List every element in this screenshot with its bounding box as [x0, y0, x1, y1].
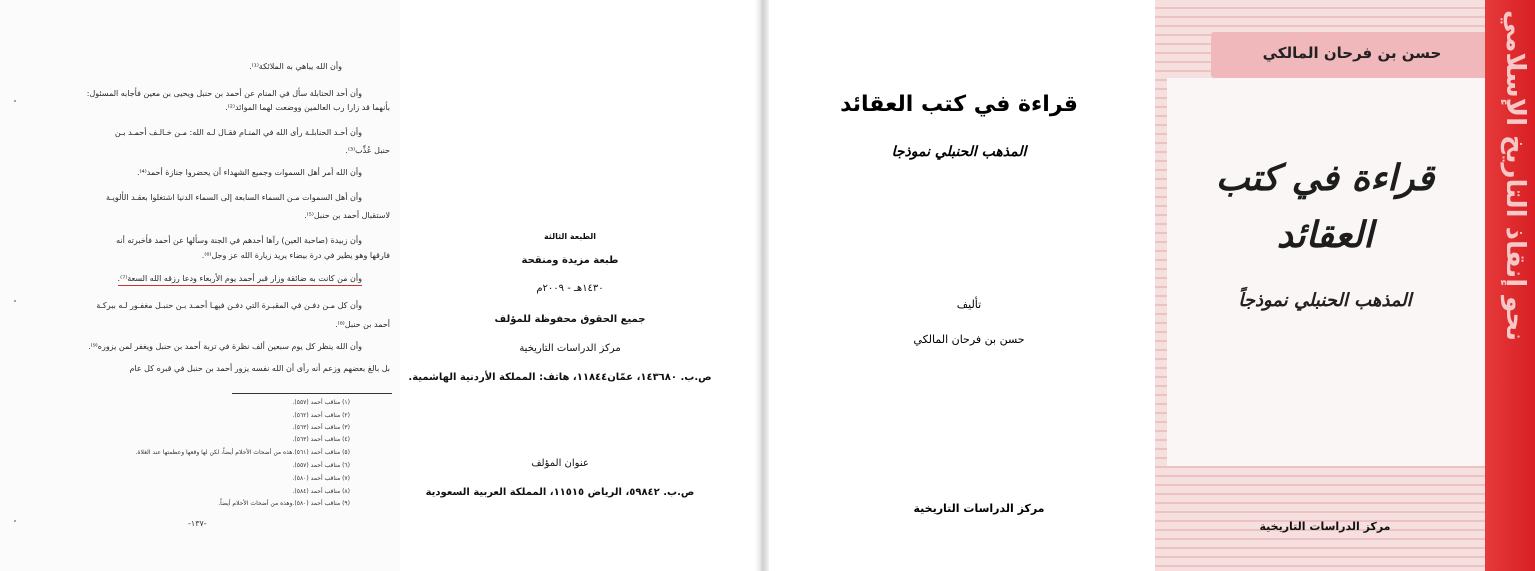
- author-name: حسن بن فرحان المالكي: [913, 333, 1025, 346]
- footnote: (١) مناقب أحمد (٥٥٧).: [292, 399, 350, 406]
- text-line: أحمد بن حنبل⁽⁸⁾.: [335, 320, 390, 329]
- imprint-page: [400, 0, 760, 571]
- author-address: ص.ب. ٥٩٨٤٢، الرياض ١١٥١٥، المملكة العربية السعودية: [425, 487, 695, 498]
- book-cover: [1155, 0, 1535, 571]
- text-page: [0, 0, 400, 571]
- cover-panel: [1167, 78, 1485, 466]
- cover-title-line-2: العقائد: [1276, 215, 1374, 256]
- edition-label: الطبعة الثالثة: [543, 232, 597, 241]
- scan-mark: [14, 520, 16, 522]
- footnote: (٣) مناقب أحمد (٥٦٣).: [292, 424, 350, 431]
- footnote: (٢) مناقب أحمد (٥٦٢).: [292, 412, 350, 419]
- cover-title-line-1: قراءة في كتب: [1215, 158, 1435, 199]
- cover-publisher: مركز الدراسات التاريخية: [1259, 520, 1391, 533]
- footnote: (٧) مناقب أحمد (٥٨٠).: [292, 475, 350, 482]
- footnote: (٩) مناقب أحمد (٥٨٠).وهذه من أضحاث الأحلام أيضاً.: [218, 500, 350, 507]
- text-line: وأن الله ينظر كل يوم سبعين ألف نظرة في تربة أحمد بن حنبل ويغفر لمن يزوره⁽⁹⁾.: [88, 342, 362, 351]
- text-line: بأنهما قد زارا رب العالمين ووضعت لهما الموائد⁽²⁾.: [225, 103, 390, 112]
- publisher-address: ص.ب. ١٤٣٦٨٠، عمّان١١٨٤٤، هاتف: المملكة الأردنية الهاشمية.: [408, 372, 712, 383]
- scan-mark: [14, 300, 16, 302]
- series-title: نحو إنقاذ التاريخ الإسلامي: [1500, 10, 1530, 341]
- footnote: (٥) مناقب أحمد (٥٦١).هذه من أضحاث الأحلام أيضاً، لكن لها وقعها وعظمتها عند الغلاة.: [135, 449, 350, 456]
- book-subtitle: المذهب الحنبلي نموذجا: [891, 144, 1027, 160]
- footnote: (٨) مناقب أحمد (٥٨٤).: [292, 488, 350, 495]
- title-page: [769, 0, 1155, 571]
- book-title: قراءة في كتب العقائد: [840, 92, 1078, 117]
- text-line: وأن أهل السموات مـن السماء السابعة إلى السماء الدنيا اشتغلوا بعقـد الألويـة: [106, 193, 362, 202]
- scan-mark: [14, 100, 16, 102]
- edition-note: طبعة مزيدة ومنقحة: [521, 255, 619, 266]
- cover-author: حسن بن فرحان المالكي: [1262, 44, 1442, 62]
- text-line: وأن الله يباهي به الملائكة⁽¹⁾.: [249, 62, 342, 71]
- footnote-divider: [232, 393, 392, 394]
- text-line: فارقها وهو يطير في درة بيضاء يريد زيارة الله عز وجل⁽⁶⁾.: [201, 251, 390, 260]
- publisher-name: مركز الدراسات التاريخية: [913, 502, 1045, 515]
- rights-notice: جميع الحقوق محفوظة للمؤلف: [494, 314, 646, 325]
- text-line: وأن أحد الحنابلة سأل في المنام عن أحمد بن حنبل ويحيى بن معين فأجابه المسئول:: [86, 89, 362, 98]
- highlighted-text-line: وأن من كانت به ضائقة وزار قبر أحمد يوم الأربعاء ودعا رزقه الله السعة⁽⁷⁾.: [118, 274, 362, 286]
- author-address-label: عنوان المؤلف: [531, 458, 589, 469]
- by-label: تأليف: [956, 298, 982, 311]
- page-number: -١٣٧-: [188, 519, 207, 528]
- publication-date: ١٤٣٠هـ - ٢٠٠٩م: [536, 283, 604, 294]
- book-fold: [755, 0, 769, 571]
- text-line: وأن زبيدة (صاحبة العين) رآها أحدهم في الجنة وسألها عن أحمد فأخبرته أنه: [116, 236, 362, 245]
- text-line: وأن الله أمر أهل السموات وجميع الشهداء أن يحضروا جنازة أحمد⁽⁴⁾.: [137, 168, 362, 177]
- footnote: (٦) مناقب أحمد (٥٥٧).: [292, 462, 350, 469]
- text-line: حنبل عُذِّب⁽³⁾.: [345, 146, 390, 155]
- cover-subtitle: المذهب الحنبلي نموذجاً: [1238, 290, 1412, 311]
- text-line: وأن كل مـن دفـن في المقبـرة التي دفـن فيهـا أحمـد بـن حنبـل مغفـور لـه ببركـة: [96, 301, 362, 310]
- text-line: وأن أحـد الحنابلـة رأى الله في المنـام فقـال لـه الله: مـن خـالـف أحمـد بـن: [114, 128, 362, 137]
- text-line: لاستقبال أحمد بن حنبل⁽⁵⁾.: [304, 211, 390, 220]
- publisher-name: مركز الدراسات التاريخية: [519, 343, 621, 354]
- footnote: (٤) مناقب أحمد (٥٦٣).: [292, 436, 350, 443]
- text-line: بل بالغ بعضهم وزعم أنه رأى أن الله نفسه يزور أحمد بن حنبل في قبره كل عام: [129, 364, 390, 373]
